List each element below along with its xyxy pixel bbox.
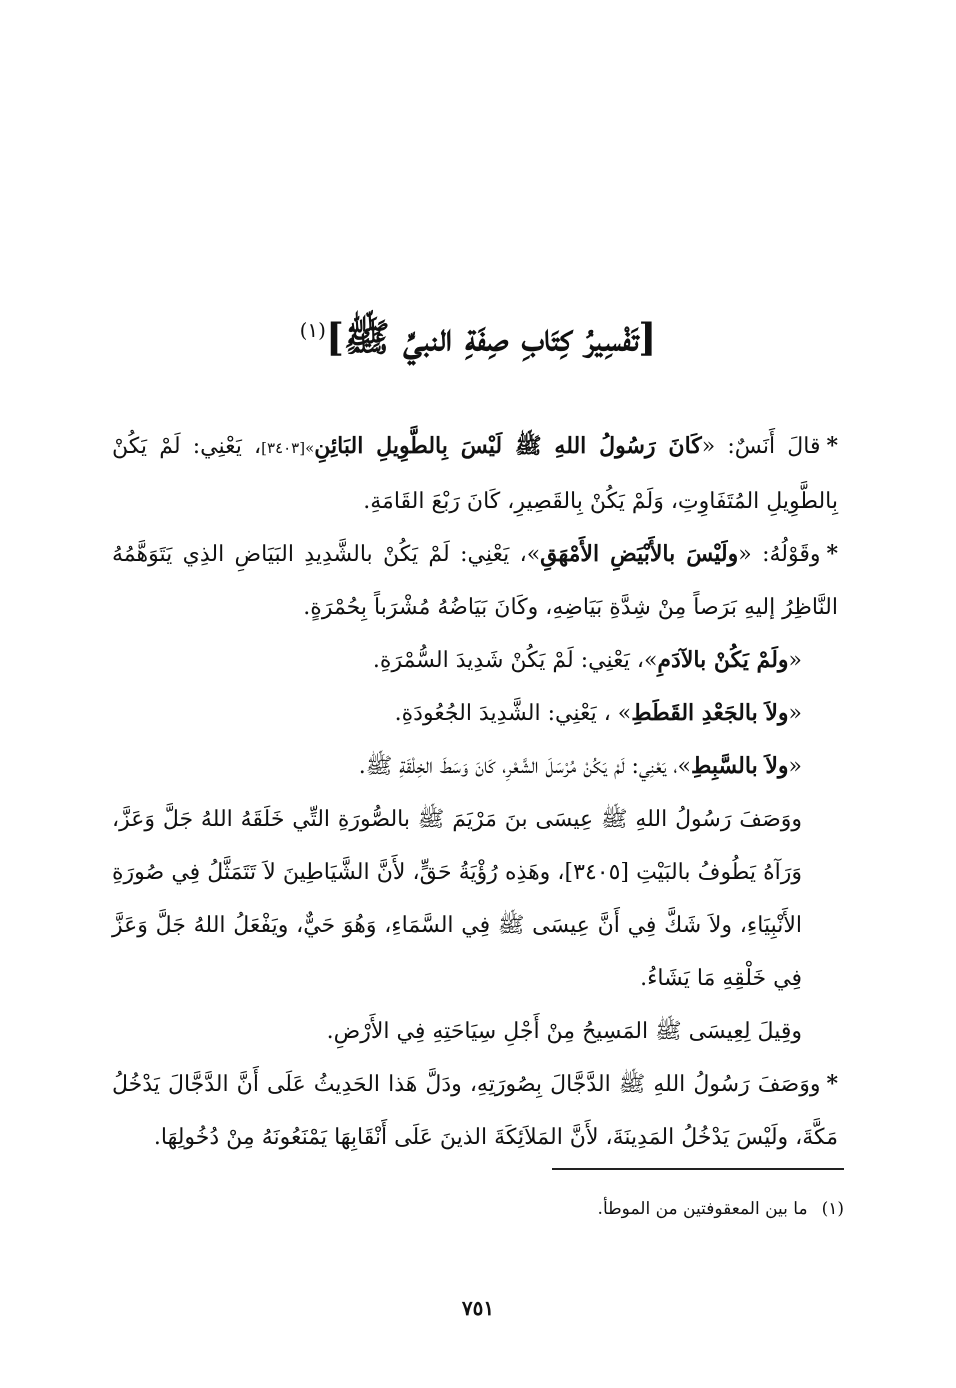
paragraph-text: ووَصَفَ رَسُولُ اللهِ ﷺ عِيسَى بنَ مَرْيَمَ ﷺ بالصُّورَةِ التِّي خَلَقَهُ اللهُ جَلَّ وَعَزَّ، وَرَآهُ يَطُوفُ بالبَيْتِ [٣٤٠٥]، وهَذِه رُؤْيَةُ حَقٍّ، لأَنَّ الشَّيَاطِينَ لاَ تَتَمَثَّلُ فِي صُورَةِ الأَنْبِيَاءِ، ولاَ شَكَّ فِي أَنَّ عِيسَى ﷺ فِي السَّمَاءِ، وَهُوَ حَيٌّ، ويَفْعَلُ اللهُ جَلَّ وَعَزَّ فِي خَلْقِهِ مَا يَشَاءُ.: [112, 807, 802, 991]
paragraph-straight-hair: [112, 740, 838, 793]
title-text: [تَفْسِيرُ كِتَابِ صِفَةِ النبيِّ ﷺ]: [325, 314, 657, 360]
star-marker: *: [826, 541, 839, 567]
hadith-reference: »[٣٤٠٣]: [261, 439, 315, 457]
commentary-body: [112, 420, 838, 1164]
hadith-quote: ولَيْسَ بالأَبْيَضِ الأَمْهَقِ: [540, 541, 739, 567]
footnote-number: (١): [821, 1199, 844, 1219]
paragraph-prefix: «: [788, 701, 802, 726]
paragraph-prefix: «: [788, 648, 802, 673]
page-title: [0, 300, 956, 368]
footnote-text: ما بين المعقوفتين من الموطأ.: [597, 1199, 808, 1219]
hadith-quote: كَانَ رَسُولُ اللهِ ﷺ لَيْسَ بِالطَّوِيلِ البَائِنِ: [314, 433, 702, 459]
hadith-quote: ولاَ بالسَّبِطِ: [691, 753, 789, 779]
star-marker: *: [826, 433, 838, 459]
paragraph-explanation: »، يَعْنِي: لَمْ يَكُنْ بالشَّدِيدِ البَيَاضِ الذِي يَتَوَهَّمُهُ النَّاظِرُ إليهِ بَرَصاً مِنْ شِدَّةِ بَيَاضِهِ، وكَانَ بَيَاضُهُ مُشْرَباً بِحُمْرَةٍ.: [112, 542, 838, 620]
hadith-quote: ولَمْ يَكُنْ بالآدَمِ: [657, 647, 789, 673]
paragraph-text: ووَصَفَ رَسُولُ اللهِ ﷺ الدَّجَّالَ بِصُورَتِهِ، ودَلَّ هَذا الحَدِيثُ عَلَى أَنَّ الدَّجَّالَ يَدْخُلُ مَكَّةَ، ولَيْسَ يَدْخُلُ المَدِينَةَ، لأَنَّ المَلاَئِكَةَ الذينَ عَلَى أَنْقَابِهَا يَمْنَعُونَهُ مِنْ دُخُولِهَا.: [112, 1072, 838, 1150]
title-footnote-marker: (١): [299, 318, 326, 342]
paragraph-prefix: وقَوْلُهُ: «: [738, 542, 821, 567]
paragraph-explanation: »، يَعْنِي: لَمْ يَكُنْ مُرْسَلَ الشَّعْرِ، كَانَ وَسَطَ الخِلْقَةِ ﷺ.: [358, 754, 692, 779]
paragraph-curly-hair: [112, 687, 838, 740]
paragraph-anas-height: [112, 420, 838, 528]
hadith-quote: ولاَ بالجَعْدِ القَطَطِ: [631, 700, 789, 726]
paragraph-not-dark: [112, 634, 838, 687]
paragraph-prefix: «: [788, 754, 802, 779]
paragraph-text: وقِيلَ لِعِيسَى ﷺ المَسِيحُ مِنْ أَجْلِ سِيَاحَتِهِ فِي الأَرْضِ.: [326, 1019, 802, 1044]
paragraph-explanation: » ، يَعْنِي: الشَّدِيدَ الجُعُودَةِ.: [394, 701, 632, 726]
page-number: ٧٥١: [461, 1296, 495, 1320]
paragraph-explanation: ، يَعْنِي: لَمْ يَكُنْ بِالطَّوِيلِ المُتَفَاوِتِ، وَلَمْ يَكُنْ بِالقَصِيرِ، كَانَ رَبْعَ القَامَةِ.: [112, 434, 838, 514]
star-marker: *: [826, 1071, 838, 1097]
paragraph-explanation: »، يَعْنِي: لَمْ يَكُنْ شَدِيدَ السُّمْرَةِ.: [372, 648, 658, 673]
paragraph-prefix: قالَ أَنَسٌ: «: [701, 434, 821, 459]
paragraph-isa-description: [112, 793, 838, 1005]
paragraph-dajjal: [112, 1058, 838, 1164]
paragraph-white-complexion: [112, 528, 838, 634]
paragraph-masih-meaning: [112, 1005, 838, 1058]
footnote-divider: [552, 1168, 844, 1170]
footnote: [344, 1195, 844, 1223]
